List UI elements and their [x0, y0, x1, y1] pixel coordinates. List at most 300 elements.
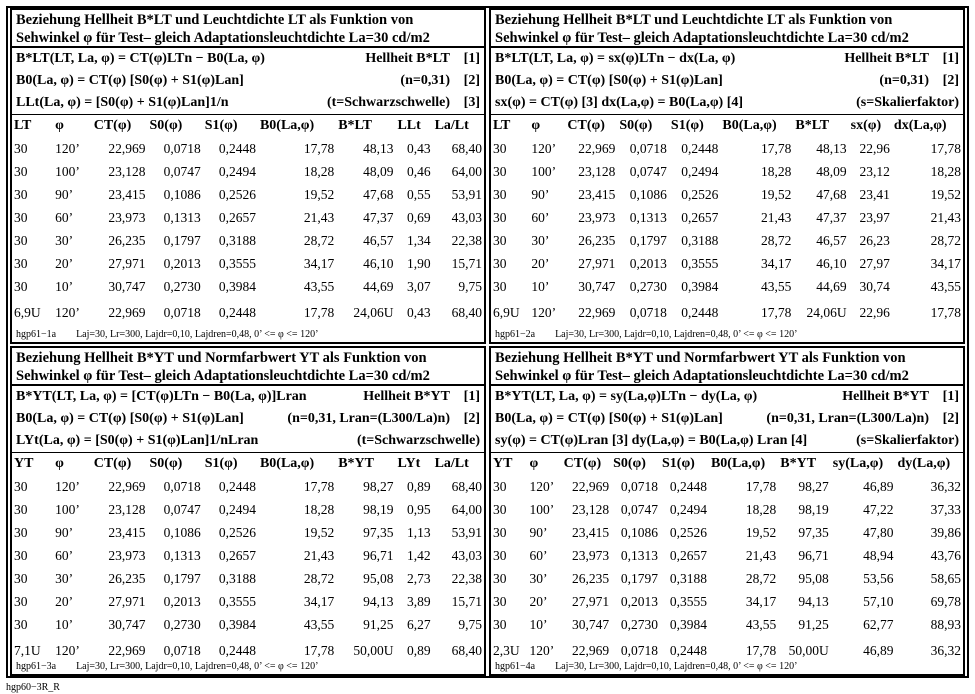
formula-2: B0(La, φ) = CT(φ) [S0(φ) + S1(φ)Lan] — [495, 73, 723, 88]
table-cell: 0,2526 — [669, 524, 707, 540]
table-cell: 23,12 — [859, 163, 890, 179]
table-cell: 21,43 — [303, 209, 335, 225]
table-cell: 0,3555 — [218, 255, 256, 271]
table-cell: 0,0718 — [629, 140, 667, 156]
table-cell: 1,34 — [406, 232, 431, 248]
panel-footer — [495, 329, 797, 340]
formula-1-note: Hellheit B*YT — [842, 389, 929, 404]
panel-footer — [16, 329, 318, 340]
table-cell: 18,28 — [745, 501, 777, 517]
table-cell: 17,78 — [303, 643, 335, 658]
table-cell: 30 — [14, 209, 28, 225]
table-cell: 0,0718 — [620, 478, 658, 494]
column-header: S1(φ) — [662, 456, 695, 471]
table-row — [12, 160, 484, 183]
table-cell: 30 — [493, 616, 507, 632]
table-cell: 27,971 — [108, 593, 146, 609]
column-header: S0(φ) — [149, 456, 183, 471]
table-cell: 120’ — [531, 140, 557, 156]
column-header: LT — [493, 118, 511, 133]
table-cell: 18,28 — [303, 163, 335, 179]
table-cell: 94,13 — [798, 593, 829, 609]
column-header: B0(La,φ) — [722, 118, 777, 133]
table-cell: 0,1313 — [629, 209, 667, 225]
table-cell: 60’ — [55, 209, 74, 225]
table-cell: 30 — [14, 501, 28, 517]
table-cell: 22,38 — [451, 570, 482, 586]
table-cell: 28,72 — [745, 570, 777, 586]
table-cell: 30 — [14, 570, 28, 586]
table-cell: 30 — [14, 478, 28, 494]
table-cell: 0,1086 — [629, 186, 667, 202]
formula-row-2 — [16, 408, 480, 430]
footer-parameters: Laj=30, Lr=300, Lajdr=0,10, Lajdren=0,48, 0’ <= φ <= 120’ — [555, 661, 798, 672]
table-cell: 6,9U — [14, 305, 41, 320]
table-cell: 47,22 — [863, 501, 894, 517]
table-cell: 43,55 — [303, 278, 335, 294]
table-cell: 120’ — [55, 140, 80, 156]
table-cell: 0,43 — [406, 305, 431, 320]
table-cell: 0,2526 — [218, 186, 256, 202]
formula-1-number: [1] — [463, 389, 480, 404]
table-cell: 0,2448 — [218, 140, 256, 156]
table-cell: 30 — [14, 140, 28, 156]
table-cell: 46,89 — [863, 478, 894, 494]
table-cell: 6,9U — [493, 305, 520, 320]
table-cell: 17,78 — [745, 478, 777, 494]
table-cell: 17,78 — [761, 305, 792, 320]
table-cell: 23,415 — [578, 186, 616, 202]
formula-2-note: (n=0,31) — [879, 73, 929, 88]
table-cell: 46,10 — [816, 255, 847, 271]
table-cell: 120’ — [529, 643, 555, 658]
table-cell: 26,235 — [571, 570, 610, 586]
formula-row-1 — [16, 48, 480, 70]
table-cell: 3,07 — [406, 278, 431, 294]
formula-1: B*LT(LT, La, φ) = sx(φ)LTn − dx(La, φ) — [495, 51, 736, 66]
table-cell: 0,3555 — [669, 593, 707, 609]
table-cell: 10’ — [55, 616, 74, 632]
table-cell: 0,2448 — [218, 643, 256, 658]
table-cell: 23,973 — [108, 547, 146, 563]
table-cell: 22,969 — [108, 478, 146, 494]
table-cell: 0,2013 — [163, 255, 201, 271]
table-cell: 10’ — [529, 616, 548, 632]
table-row — [12, 567, 484, 590]
table-cell: 0,2448 — [681, 305, 719, 320]
table-cell: 30 — [493, 570, 507, 586]
table-cell: 120’ — [55, 478, 80, 494]
table-cell: 1,42 — [406, 547, 431, 563]
table-cell: 17,78 — [930, 140, 961, 156]
table-cell: 0,1797 — [629, 232, 667, 248]
table-cell: 98,19 — [363, 501, 394, 517]
title-line-2: Sehwinkel φ für Test– gleich Adaptationsleuchtdichte La=30 cd/m2 — [16, 368, 430, 384]
table-cell: 17,78 — [745, 643, 777, 658]
formula-1-note: Hellheit B*LT — [365, 51, 450, 66]
table-cell: 47,37 — [816, 209, 847, 225]
formula-row-2 — [495, 408, 959, 430]
table-cell: 30,747 — [578, 278, 616, 294]
table-row — [12, 590, 484, 613]
table-cell: 19,52 — [761, 186, 792, 202]
table-cell: 0,55 — [406, 186, 431, 202]
table-cell: 21,43 — [761, 209, 792, 225]
table-cell: 62,77 — [863, 616, 894, 632]
table-cell: 97,35 — [363, 524, 394, 540]
table-cell: 43,55 — [745, 616, 777, 632]
table-cell: 23,128 — [108, 163, 146, 179]
formula-1-note: Hellheit B*YT — [363, 389, 450, 404]
table-cell: 60’ — [531, 209, 550, 225]
table-cell: 1,13 — [406, 524, 431, 540]
formula-row-3 — [495, 430, 959, 452]
table-row — [491, 567, 963, 590]
table-cell: 30 — [493, 163, 507, 179]
table-cell: 26,235 — [108, 570, 146, 586]
table-cell: 37,33 — [930, 501, 961, 517]
column-header: LT — [14, 118, 32, 133]
column-header: LYt — [397, 456, 421, 471]
table-cell: 21,43 — [745, 547, 777, 563]
table-cell: 0,0718 — [163, 643, 201, 658]
table-cell: 120’ — [55, 643, 80, 658]
table-cell: 68,40 — [451, 478, 482, 494]
table-cell: 26,235 — [578, 232, 616, 248]
table-cell: 0,2730 — [163, 616, 201, 632]
table-cell: 22,96 — [859, 140, 890, 156]
table-cell: 28,72 — [303, 570, 335, 586]
table-cell: 28,72 — [761, 232, 792, 248]
table-cell: 48,09 — [816, 163, 847, 179]
table-cell: 90’ — [55, 524, 74, 540]
table-cell: 0,2013 — [620, 593, 658, 609]
table-cell: 26,23 — [859, 232, 890, 248]
panel-4 — [489, 346, 965, 676]
column-header: CT(φ) — [563, 456, 602, 471]
table-cell: 23,41 — [859, 186, 890, 202]
table-cell: 30 — [14, 232, 28, 248]
table-cell: 30 — [14, 255, 28, 271]
column-header: sy(La,φ) — [832, 456, 884, 471]
table-row — [12, 137, 484, 160]
formula-block — [12, 48, 484, 115]
table-row — [491, 229, 963, 252]
table-cell: 64,00 — [451, 163, 482, 179]
formula-row-2 — [495, 70, 959, 92]
table-cell: 0,3555 — [681, 255, 719, 271]
column-header: B*YT — [780, 456, 817, 471]
table-cell: 27,971 — [578, 255, 616, 271]
table-cell: 19,52 — [745, 524, 777, 540]
table-cell: 0,2526 — [681, 186, 719, 202]
table-cell: 30’ — [531, 232, 550, 248]
formula-3-note: (s=Skalierfaktor) — [856, 95, 959, 110]
column-header: B0(La,φ) — [710, 456, 766, 471]
table-cell: 0,2657 — [681, 209, 719, 225]
table-row — [491, 498, 963, 521]
table-cell: 23,973 — [578, 209, 616, 225]
table-cell: 0,2526 — [218, 524, 256, 540]
table-cell: 34,17 — [745, 593, 777, 609]
table-row — [12, 252, 484, 275]
title-line-1: Beziehung Hellheit B*LT und Leuchtdichte LT als Funktion von — [495, 12, 893, 28]
formula-row-3 — [16, 92, 480, 114]
table-cell: 23,128 — [578, 163, 616, 179]
table-cell: 28,72 — [303, 232, 335, 248]
table-row — [12, 206, 484, 229]
table-cell: 0,2730 — [629, 278, 667, 294]
table-cell: 23,415 — [571, 524, 610, 540]
table-cell: 95,08 — [363, 570, 394, 586]
table-cell: 6,27 — [406, 616, 431, 632]
table-cell: 10’ — [55, 278, 74, 294]
table-cell: 0,2448 — [669, 643, 707, 658]
table-cell: 39,86 — [930, 524, 961, 540]
table-cell: 0,3984 — [681, 278, 719, 294]
table-cell: 96,71 — [363, 547, 394, 563]
table-cell: 0,1086 — [163, 186, 201, 202]
formula-1: B*YT(LT, La, φ) = [CT(φ)LTn − B0(La, φ)]Lran — [16, 389, 307, 404]
column-header: CT(φ) — [567, 118, 605, 133]
page-code: hgp60−3R_R — [6, 682, 60, 693]
table-cell: 46,89 — [863, 643, 894, 658]
table-cell: 22,969 — [571, 478, 610, 494]
table-cell: 21,43 — [930, 209, 961, 225]
table-cell: 0,0718 — [163, 478, 201, 494]
table-cell: 22,969 — [571, 643, 610, 658]
table-cell: 30 — [14, 278, 28, 294]
formula-1: B*YT(LT, La, φ) = sy(La,φ)LTn − dy(La, φ) — [495, 389, 758, 404]
table-row — [491, 544, 963, 567]
table-row — [491, 298, 963, 328]
table-cell: 30 — [493, 478, 507, 494]
table-cell: 30 — [493, 501, 507, 517]
footer-parameters: Laj=30, Lr=300, Lajdr=0,10, Lajdren=0,48, 0’ <= φ <= 120’ — [76, 329, 319, 340]
column-header: La/Lt — [434, 118, 469, 133]
formula-1: B*LT(LT, La, φ) = CT(φ)LTn − B0(La, φ) — [16, 51, 265, 66]
table-cell: 43,55 — [761, 278, 792, 294]
table-cell: 46,10 — [363, 255, 394, 271]
table-cell: 30 — [14, 616, 28, 632]
table-cell: 0,0747 — [163, 501, 201, 517]
table-cell: 100’ — [55, 501, 80, 517]
table-row — [12, 544, 484, 567]
table-cell: 34,17 — [303, 255, 335, 271]
table-cell: 44,69 — [816, 278, 847, 294]
table-cell: 9,75 — [458, 616, 482, 632]
table-cell: 0,69 — [406, 209, 431, 225]
formula-3-number: [3] — [463, 95, 480, 110]
column-header: LLt — [397, 118, 421, 133]
table-cell: 0,3188 — [681, 232, 719, 248]
table-cell: 0,2013 — [629, 255, 667, 271]
table-cell: 120’ — [55, 305, 80, 320]
table-cell: 98,27 — [363, 478, 394, 494]
table-cell: 47,68 — [816, 186, 847, 202]
table-cell: 0,2657 — [218, 547, 256, 563]
formula-2: B0(La, φ) = CT(φ) [S0(φ) + S1(φ)Lan] — [495, 411, 723, 426]
table-row — [12, 521, 484, 544]
table-cell: 0,0718 — [163, 305, 201, 320]
table-cell: 23,973 — [571, 547, 610, 563]
table-cell: 30’ — [529, 570, 548, 586]
formula-block — [12, 386, 484, 453]
table-cell: 0,3984 — [669, 616, 707, 632]
table-cell: 22,969 — [108, 140, 146, 156]
table-cell: 91,25 — [798, 616, 829, 632]
column-header: B*LT — [338, 118, 372, 133]
column-header: S1(φ) — [204, 118, 238, 133]
footer-parameters: Laj=30, Lr=300, Lajdr=0,10, Lajdren=0,48, 0’ <= φ <= 120’ — [76, 661, 319, 672]
formula-1-number: [1] — [942, 389, 959, 404]
formula-row-3 — [16, 430, 480, 452]
table-cell: 60’ — [529, 547, 548, 563]
table-cell: 30,747 — [571, 616, 610, 632]
table-cell: 50,00U — [353, 643, 394, 658]
table-cell: 36,32 — [930, 643, 961, 658]
table-cell: 17,78 — [761, 140, 792, 156]
table-cell: 47,37 — [363, 209, 394, 225]
table-cell: 28,72 — [930, 232, 961, 248]
table-row — [12, 229, 484, 252]
table-row — [491, 183, 963, 206]
panel-2 — [489, 8, 965, 344]
formula-block — [491, 386, 963, 453]
formula-row-1 — [495, 386, 959, 408]
table-cell: 0,3188 — [218, 232, 256, 248]
table-cell: 48,09 — [363, 163, 394, 179]
table-cell: 0,2657 — [218, 209, 256, 225]
table-cell: 97,35 — [798, 524, 829, 540]
table-cell: 0,2730 — [620, 616, 658, 632]
table-cell: 43,76 — [930, 547, 961, 563]
table-cell: 34,17 — [761, 255, 792, 271]
table-cell: 30 — [493, 209, 507, 225]
table-cell: 30’ — [55, 232, 74, 248]
table-cell: 22,96 — [859, 305, 890, 320]
formula-3: sy(φ) = CT(φ)Lran [3] dy(La,φ) = B0(La,φ) Lran [4] — [495, 433, 808, 448]
table-cell: 0,3555 — [218, 593, 256, 609]
table-cell: 0,2657 — [669, 547, 707, 563]
formula-3-note: (s=Skalierfaktor) — [856, 433, 959, 448]
formula-2-number: [2] — [463, 411, 480, 426]
table-cell: 0,0747 — [629, 163, 667, 179]
table-cell: 18,28 — [930, 163, 961, 179]
table-cell: 47,80 — [863, 524, 894, 540]
table-cell: 30 — [493, 140, 507, 156]
table-cell: 0,95 — [406, 501, 431, 517]
table-cell: 34,17 — [303, 593, 335, 609]
table-cell: 0,43 — [406, 140, 431, 156]
table-cell: 0,3984 — [218, 278, 256, 294]
table-row — [12, 298, 484, 328]
table-cell: 23,97 — [859, 209, 890, 225]
table-cell: 0,1313 — [163, 209, 201, 225]
table-cell: 0,0718 — [620, 643, 658, 658]
formula-2-number: [2] — [942, 73, 959, 88]
table-row — [12, 275, 484, 298]
table-cell: 19,52 — [303, 186, 335, 202]
table-cell: 98,27 — [798, 478, 829, 494]
table-cell: 17,78 — [930, 305, 961, 320]
table-cell: 0,0747 — [620, 501, 658, 517]
column-header: sx(φ) — [850, 118, 882, 133]
table-cell: 23,415 — [108, 524, 146, 540]
table-cell: 95,08 — [798, 570, 829, 586]
table-cell: 22,969 — [108, 305, 146, 320]
formula-3: sx(φ) = CT(φ) [3] dx(La,φ) = B0(La,φ) [4] — [495, 95, 744, 110]
table-cell: 30 — [493, 547, 507, 563]
table-cell: 58,65 — [930, 570, 961, 586]
column-header: φ — [531, 118, 541, 133]
table-cell: 27,971 — [108, 255, 146, 271]
table-cell: 100’ — [529, 501, 555, 517]
column-header: S1(φ) — [204, 456, 238, 471]
table-cell: 43,55 — [930, 278, 961, 294]
table-row — [491, 475, 963, 498]
table-cell: 0,0747 — [163, 163, 201, 179]
panel-title — [491, 348, 963, 386]
footer-parameters: Laj=30, Lr=300, Lajdr=0,10, Lajdren=0,48, 0’ <= φ <= 120’ — [555, 329, 798, 340]
table-cell: 0,2448 — [681, 140, 719, 156]
formula-row-3 — [495, 92, 959, 114]
column-header: CT(φ) — [93, 456, 132, 471]
table-cell: 48,13 — [363, 140, 394, 156]
formula-1-number: [1] — [942, 51, 959, 66]
table-cell: 43,03 — [451, 209, 482, 225]
panel-title — [491, 10, 963, 48]
column-header: S1(φ) — [670, 118, 704, 133]
table-row — [12, 613, 484, 636]
panel-1 — [10, 8, 486, 344]
table-cell: 50,00U — [788, 643, 829, 658]
table-cell: 1,90 — [406, 255, 431, 271]
table-cell: 20’ — [529, 593, 548, 609]
table-cell: 17,78 — [303, 305, 335, 320]
table-cell: 30 — [14, 186, 28, 202]
column-header: S0(φ) — [619, 118, 653, 133]
table-cell: 23,128 — [571, 501, 610, 517]
panel-footer — [16, 661, 318, 672]
table-cell: 30 — [493, 524, 507, 540]
table-cell: 94,13 — [363, 593, 394, 609]
footer-code: hgp61−2a — [495, 329, 536, 340]
table-cell: 27,971 — [571, 593, 610, 609]
table-cell: 17,78 — [303, 478, 335, 494]
table-cell: 0,1313 — [163, 547, 201, 563]
table-cell: 48,13 — [816, 140, 847, 156]
table-cell: 19,52 — [303, 524, 335, 540]
formula-2-number: [2] — [942, 411, 959, 426]
formula-2: B0(La, φ) = CT(φ) [S0(φ) + S1(φ)Lan] — [16, 411, 244, 426]
data-table — [491, 453, 963, 666]
table-cell: 0,2013 — [163, 593, 201, 609]
table-cell: 30 — [14, 524, 28, 540]
table-cell: 0,0718 — [163, 140, 201, 156]
table-cell: 15,71 — [451, 255, 482, 271]
formula-3: LLt(La, φ) = [S0(φ) + S1(φ)Lan]1/n — [16, 95, 229, 110]
table-cell: 0,1086 — [620, 524, 658, 540]
table-cell: 0,3188 — [218, 570, 256, 586]
table-row — [12, 498, 484, 521]
panel-title — [12, 10, 484, 48]
table-cell: 69,78 — [930, 593, 961, 609]
table-cell: 0,2448 — [218, 478, 256, 494]
formula-2-note: (n=0,31, Lran=(L300/La)n) — [766, 411, 929, 426]
column-header: dx(La,φ) — [893, 118, 947, 133]
table-cell: 90’ — [55, 186, 74, 202]
